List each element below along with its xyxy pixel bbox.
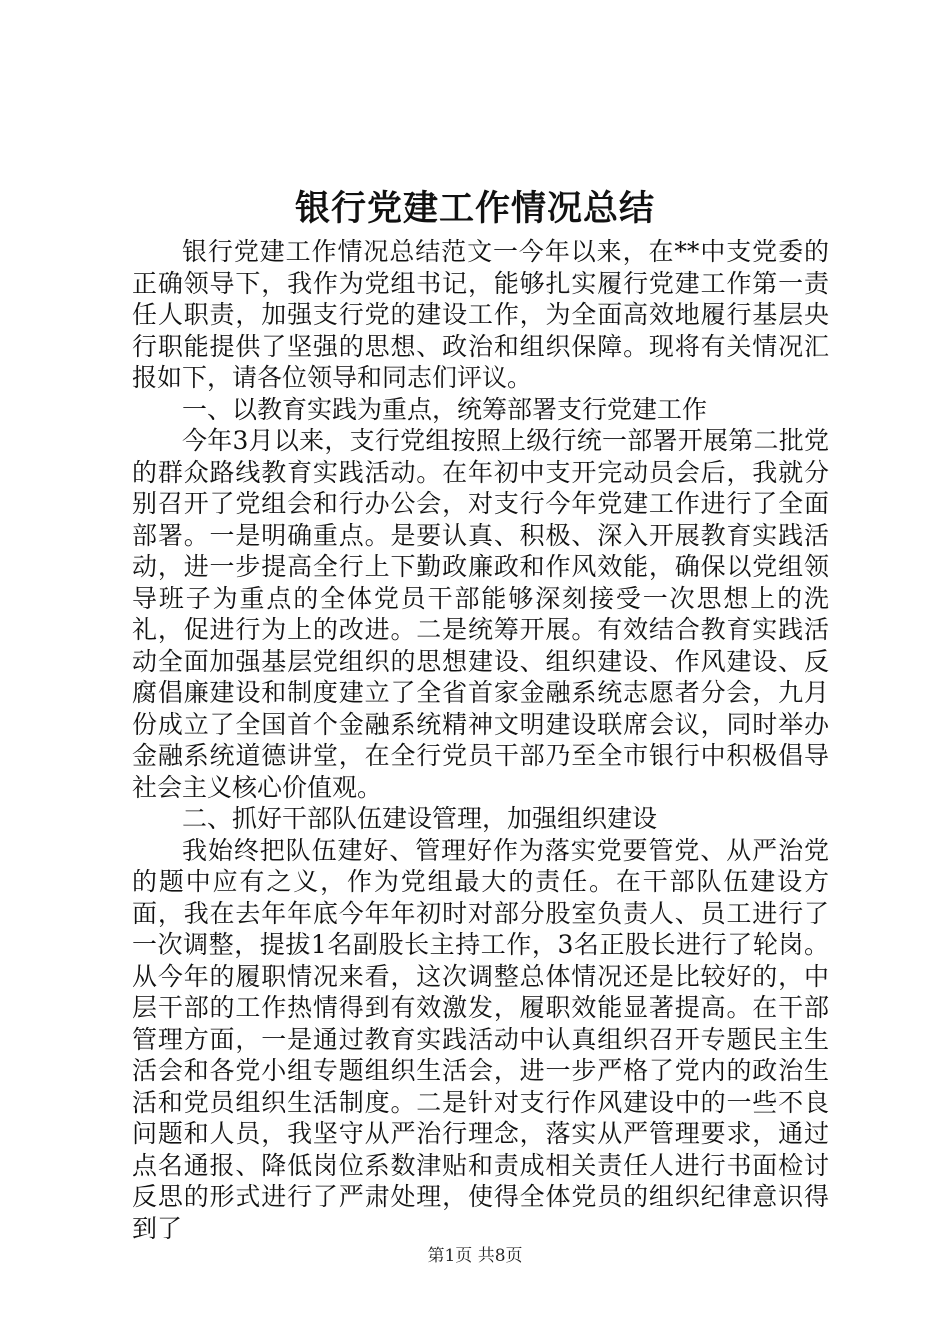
document-title: 银行党建工作情况总结: [294, 188, 655, 229]
section-heading-1: 一、以教育实践为重点，统筹部署支行党建工作: [182, 394, 708, 424]
page-number-footer: 第1页 共8页: [427, 1246, 523, 1266]
paragraph-section-2: 我始终把队伍建好、管理好作为落实党要管党、从严治党的题中应有之义，作为党组最大的责任。在干部队伍建设方面，我在去年年底今年年初时对部分股室负责人、员工进行了一次调整，提拔1名副股长主持工作，3名正股长进行了轮岗。从今年的履职情况来看，这次调整总体情况还是比较好的，中层干部的工作热情得到有效激发，履职效能显著提高。在干部管理方面，一是通过教育实践活动中认真组织召开专题民主生活会和各党小组专题组织生活会，进一步严格了党内的政治生活和党员组织生活制度。二是针对支行作风建设中的一些不良问题和人员，我坚守从严治行理念，落实从严管理要求，通过点名通报、降低岗位系数津贴和责成相关责任人进行书面检讨反思的形式进行了严肃处理，使得全体党员的组织纪律意识得到了: [132, 835, 829, 1243]
paragraph-section-1: 今年3月以来，支行党组按照上级行统一部署开展第二批党的群众路线教育实践活动。在年初中支开完动员会后，我就分别召开了党组会和行办公会，对支行今年党建工作进行了全面部署。一是明确重点。是要认真、积极、深入开展教育实践活动，进一步提高全行上下勤政廉政和作风效能，确保以党组领导班子为重点的全体党员干部能够深刻接受一次思想上的洗礼，促进行为上的改进。二是统筹开展。有效结合教育实践活动全面加强基层党组织的思想建设、组织建设、作风建设、反腐倡廉建设和制度建立了全省首家金融系统志愿者分会，九月份成立了全国首个金融系统精神文明建设联席会议，同时举办金融系统道德讲堂，在全行党员干部乃至全市银行中积极倡导社会主义核心价值观。: [132, 426, 829, 802]
paragraph-intro: 银行党建工作情况总结范文一今年以来，在**中支党委的正确领导下，我作为党组书记，能够扎实履行党建工作第一责任人职责，加强支行党的建设工作，为全面高效地履行基层央行职能提供了坚强的思想、政治和组织保障。现将有关情况汇报如下，请各位领导和同志们评议。: [132, 237, 829, 392]
document-body: [132, 236, 829, 1244]
section-heading-2: 二、抓好干部队伍建设管理，加强组织建设: [182, 804, 658, 833]
